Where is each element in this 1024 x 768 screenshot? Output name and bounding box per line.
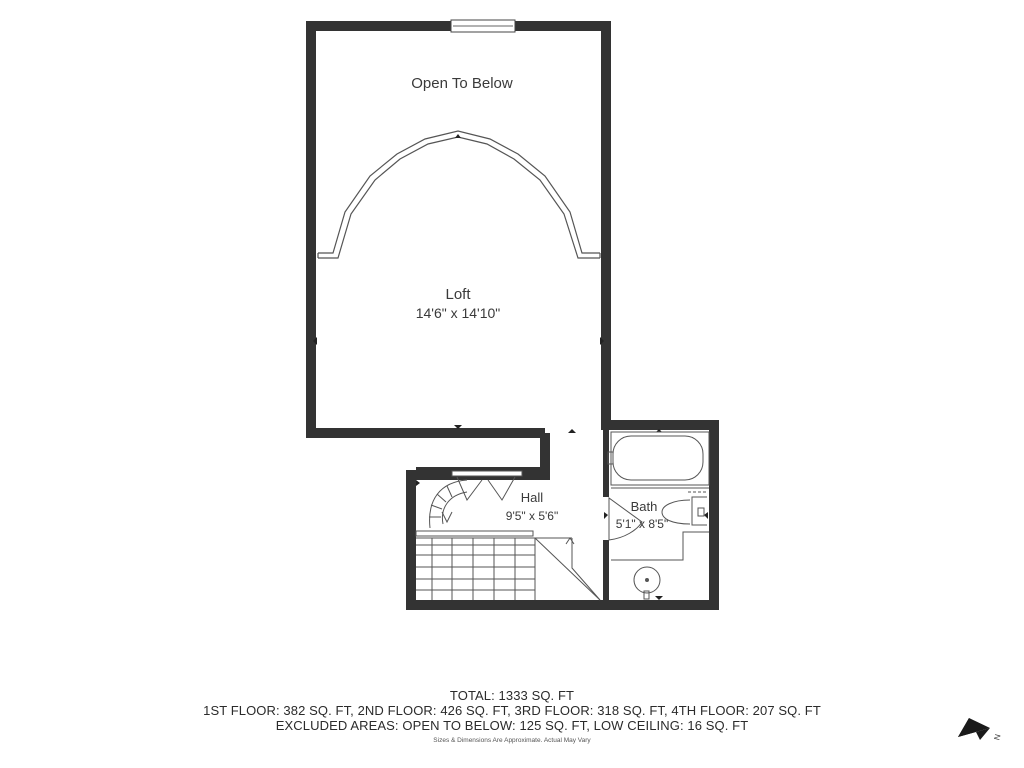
area-summary (0, 688, 1024, 746)
total-area: TOTAL: 1333 SQ. FT (449, 688, 575, 703)
open-to-below-label: Open To Below (411, 75, 513, 92)
straight-stair (416, 531, 600, 600)
bathtub (608, 432, 709, 488)
disclaimer: Sizes & Dimensions Are Approximate. Actual May Vary (433, 737, 591, 744)
compass-north-label: N (992, 733, 1003, 742)
hall-dimensions: 9'5" x 5'6" (505, 509, 559, 523)
loft-dimensions: 14'6" x 14'10" (415, 305, 501, 321)
top-window (451, 20, 515, 32)
vanity (611, 532, 709, 599)
arch-marker (455, 134, 461, 138)
closet-doors (452, 471, 522, 500)
bath-dimensions: 5'1" x 8'5" (615, 517, 669, 531)
excluded-areas: EXCLUDED AREAS: OPEN TO BELOW: 125 SQ. FT, LOW CEILING: 16 SQ. FT (275, 718, 749, 733)
arched-railing (318, 131, 600, 258)
bath-label: Bath (630, 499, 658, 514)
toilet (662, 492, 708, 525)
hall-label: Hall (520, 490, 544, 505)
loft-label: Loft (445, 286, 471, 303)
floor-areas: 1ST FLOOR: 382 SQ. FT, 2ND FLOOR: 426 SQ. FT, 3RD FLOOR: 318 SQ. FT, 4TH FLOOR: 207 SQ. FT (203, 703, 821, 718)
